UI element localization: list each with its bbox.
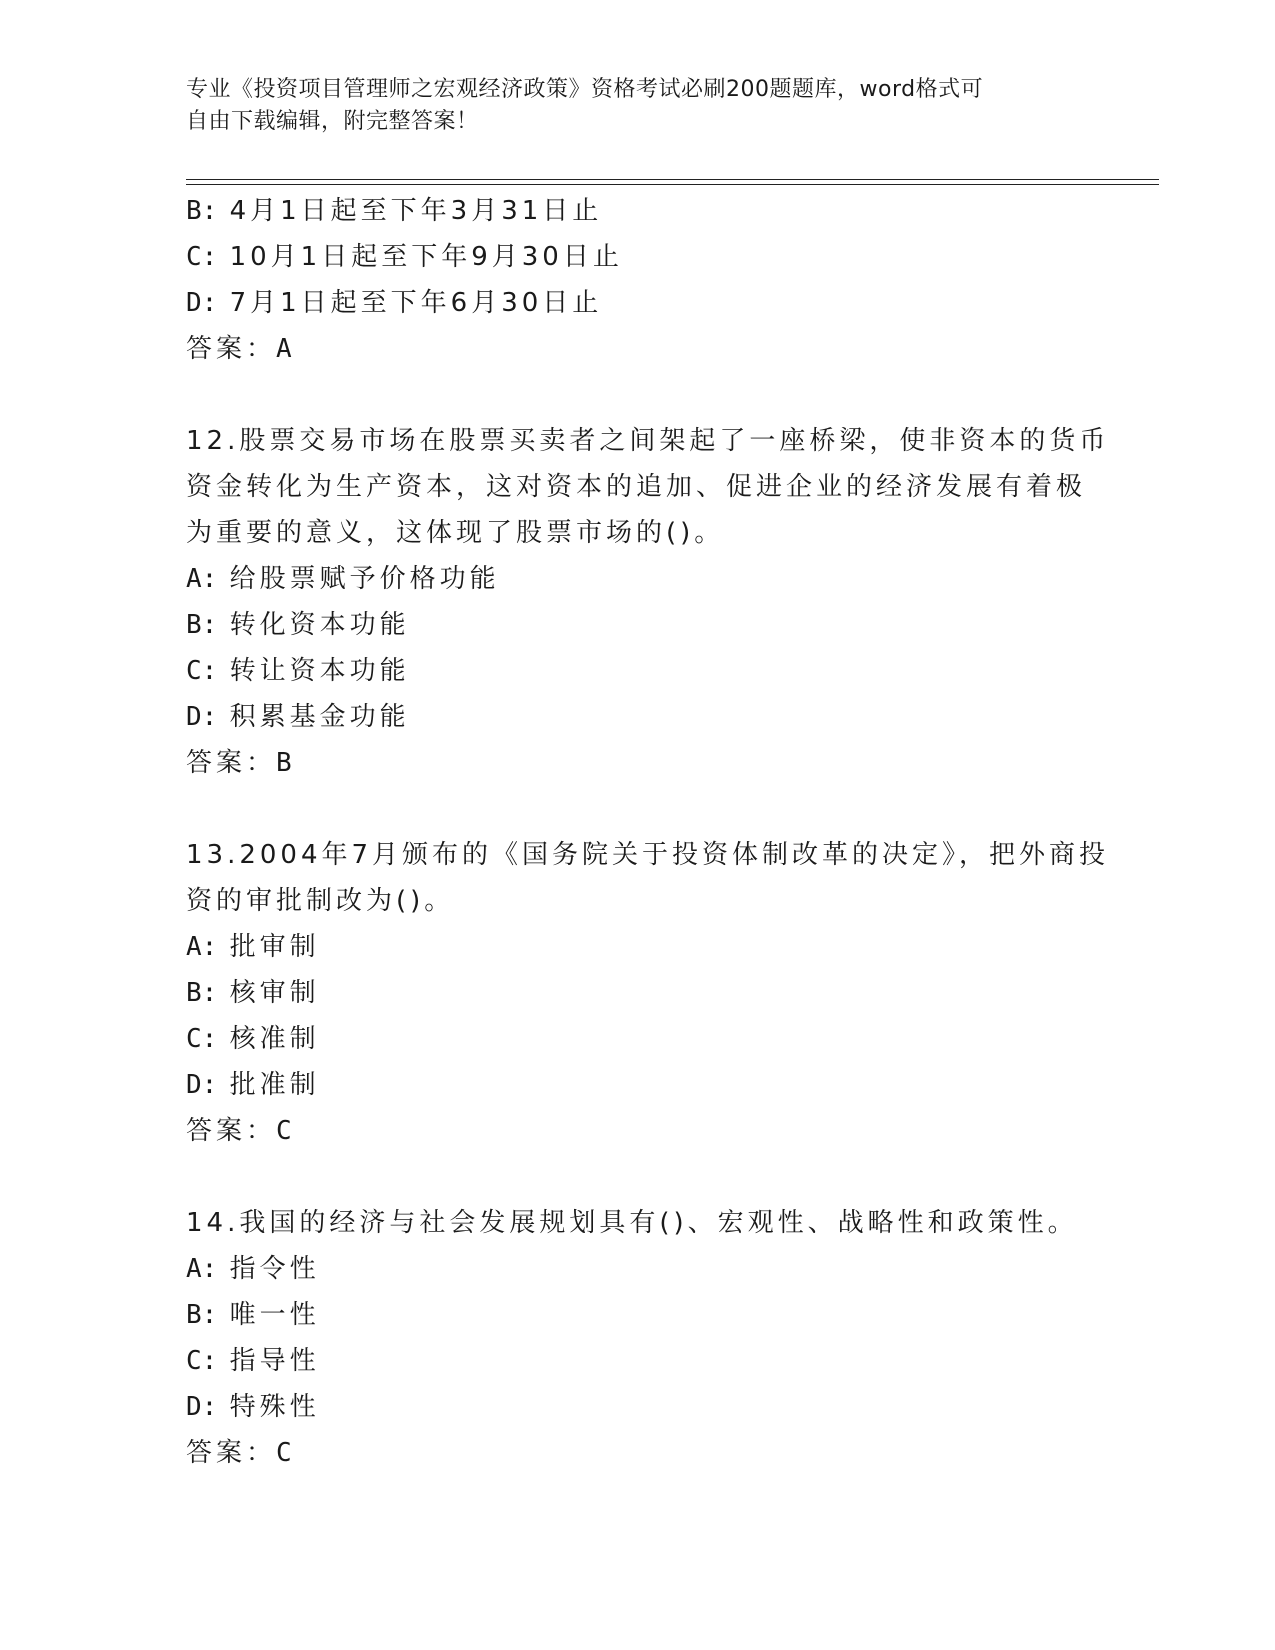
spacer [186, 1154, 1086, 1200]
option-d: D: 7月1日起至下年6月30日止 [186, 288, 603, 318]
answer-line: 答案：C [186, 1116, 294, 1146]
question-text-line: 13.2004年7月颁布的《国务院关于投资体制改革的决定》，把外商投 [186, 840, 1110, 870]
option-a: A: 给股票赋予价格功能 [186, 564, 500, 594]
question-block-partial [186, 188, 1086, 372]
option-b: B: 核审制 [186, 978, 320, 1008]
answer-line: 答案：A [186, 334, 294, 364]
answer-line: 答案：C [186, 1438, 294, 1468]
header-divider-top [186, 179, 1159, 180]
option-a: A: 指令性 [186, 1254, 320, 1284]
option-d: D: 特殊性 [186, 1392, 320, 1422]
option-d: D: 批准制 [186, 1070, 320, 1100]
option-d: D: 积累基金功能 [186, 702, 410, 732]
option-c: C: 指导性 [186, 1346, 320, 1376]
option-c: C: 转让资本功能 [186, 656, 410, 686]
question-text-line: 14.我国的经济与社会发展规划具有()、宏观性、战略性和政策性。 [186, 1208, 1078, 1238]
answer-line: 答案：B [186, 748, 294, 778]
option-c: C: 核准制 [186, 1024, 320, 1054]
question-text-line: 12.股票交易市场在股票买卖者之间架起了一座桥梁，使非资本的货币 [186, 426, 1110, 456]
spacer [186, 372, 1086, 418]
answer-value: A [276, 334, 294, 364]
question-list [186, 188, 1110, 1476]
header-divider-bottom [186, 184, 1159, 185]
question-text-line: 资的审批制改为()。 [186, 886, 455, 916]
answer-value: C [276, 1116, 294, 1146]
question-block-12 [186, 418, 1110, 786]
option-b: B: 唯一性 [186, 1300, 320, 1330]
spacer [186, 786, 1086, 832]
question-text-line: 为重要的意义，这体现了股票市场的()。 [186, 518, 725, 548]
question-text-line: 资金转化为生产资本，这对资本的追加、促进企业的经济发展有着极 [186, 472, 1087, 502]
option-b: B: 转化资本功能 [186, 610, 410, 640]
document-header [186, 74, 1086, 138]
answer-value: C [276, 1438, 294, 1468]
question-block-13 [186, 832, 1110, 1154]
option-a: A: 批审制 [186, 932, 320, 962]
option-b: B: 4月1日起至下年3月31日止 [186, 196, 603, 226]
header-line-2: 自由下载编辑，附完整答案！ [186, 109, 479, 134]
answer-value: B [276, 748, 294, 778]
question-block-14 [186, 1200, 1086, 1476]
header-line-1: 专业《投资项目管理师之宏观经济政策》资格考试必刷200题题库，word格式可 [186, 77, 984, 102]
option-c: C: 10月1日起至下年9月30日止 [186, 242, 623, 272]
